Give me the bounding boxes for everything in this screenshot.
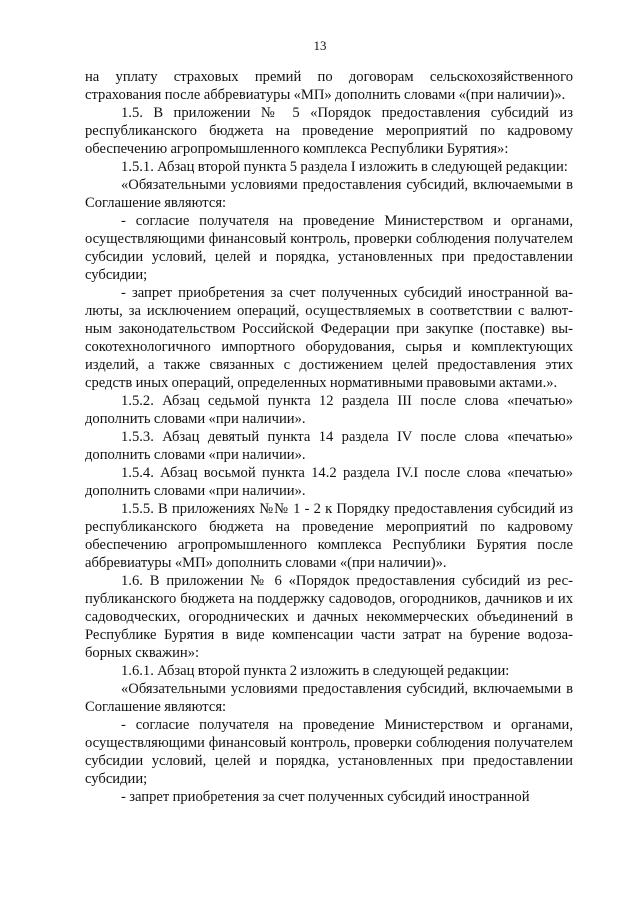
paragraph-currency-ban-item-2: - запрет приобретения за счет полученных субсидий иностранной xyxy=(121,789,530,805)
paragraph-1-5-1: 1.5.1. Абзац второй пункта 5 раздела I изложить в следующей редакции: xyxy=(121,159,568,175)
paragraph-1-6: 1.6. В приложении № 6 «Порядок предоставления субсидий из республиканского бюджета на поддержку садоводов, огородников, дачников и их садоводческих, огороднических и дачных некоммерческих объединений в Республике Бурятия в виде компенсации части затрат на бурение водозаборных скважин»: xyxy=(85,573,573,661)
page-number: 13 xyxy=(313,38,327,53)
paragraph-1-5-2: 1.5.2. Абзац седьмой пункта 12 раздела III после слова «печатью» дополнить словами «при наличии». xyxy=(85,393,573,427)
paragraph-1-6-1: 1.6.1. Абзац второй пункта 2 изложить в следующей редакции: xyxy=(121,663,510,679)
paragraph-quote-conditions: «Обязательными условиями предоставления субсидий, включаемыми в Соглашение являются: xyxy=(85,177,573,211)
paragraph-1-5-5: 1.5.5. В приложениях №№ 1 - 2 к Порядку предоставления субсидий из республиканского бюджета на проведение мероприятий по кадровому обеспечению агропромышленного комплекса Республики Бурятия после аббревиатуры «МП» дополнить словами «(при наличии)». xyxy=(85,501,573,571)
paragraph-consent-item-2: - согласие получателя на проведение Министерством и органами, осуществляющими финансовый контроль, проверки соблюдения получателем субсидии условий, целей и порядка, установленных при предоставлении субсидии; xyxy=(85,717,573,787)
paragraph-continuation: на уплату страховых премий по договорам сельскохозяйственного страхования после аббревиатуры «МП» дополнить словами «(при наличии)». xyxy=(85,69,573,103)
document-body xyxy=(85,68,573,806)
paragraph-1-5-3: 1.5.3. Абзац девятый пункта 14 раздела IV после слова «печатью» дополнить словами «при наличии». xyxy=(85,429,573,463)
paragraph-quote-conditions-2: «Обязательными условиями предоставления субсидий, включаемыми в Соглашение являются: xyxy=(85,681,573,715)
paragraph-1-5: 1.5. В приложении № 5 «Порядок предоставления субсидий из республиканского бюджета на проведение мероприятий по кадровому обеспечению агропромышленного комплекса Республики Бурятия»: xyxy=(85,105,573,157)
paragraph-1-5-4: 1.5.4. Абзац восьмой пункта 14.2 раздела IV.I после слова «печатью» дополнить словами «при наличии». xyxy=(85,465,573,499)
paragraph-consent-item: - согласие получателя на проведение Министерством и органами, осуществляющими финансовый контроль, проверки соблюдения получателем субсидии условий, целей и порядка, установленных при предоставлении субсидии; xyxy=(85,213,573,283)
paragraph-currency-ban-item: - запрет приобретения за счет полученных субсидий иностранной валюты, за исключением операций, осуществляемых в соответствии с валютным законодательством Российской Федерации при закупке (поставке) высокотехнологичного импортного оборудования, сырья и комплектующих изделий, а также связанных с достижением целей предоставления этих средств иных операций, определенных нормативными правовыми актами.». xyxy=(85,285,573,391)
